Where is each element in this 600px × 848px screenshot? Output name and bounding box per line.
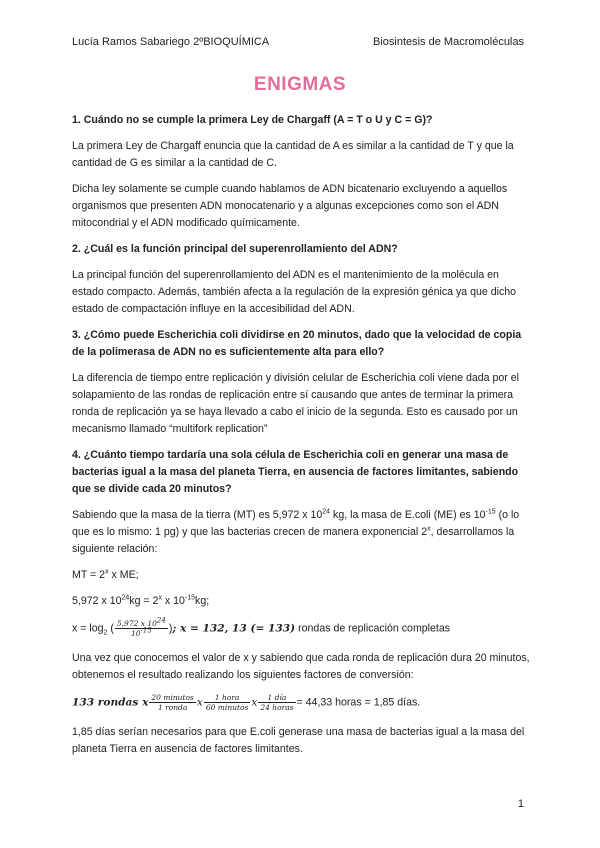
page-title: ENIGMAS: [253, 74, 347, 95]
answer-4-paragraph-3: 1,85 días serían necesarios para que E.coli generase una masa de bacterias igual a la masa del planeta Tierra en ausencia de factores limitantes.: [72, 726, 525, 755]
conversion-factors: 133 rondas x $\frac{\text{20 minutos}}{\text{1 ronda}}$ x $\frac{\text{1 hora}}{\text{60 minutos}}$ x $\frac{\text{1 día}}{\text{24 horas}}$ = 44,33 horas = 1,85 días.: [72, 693, 421, 712]
fraction-days-per-hours: $\frac{\text{1 día}}{\text{24 horas}}$: [260, 693, 294, 712]
page-number: 1: [517, 798, 524, 810]
header-author: Lucía Ramos Sabariego 2ºBIOQUÍMICA: [72, 36, 270, 48]
document-body: [72, 112, 532, 767]
question-1: 1. Cuándo no se cumple la primera Ley de Chargaff (A = T o U y C = G)?: [72, 114, 433, 126]
answer-4-paragraph-1: Sabiendo que la masa de la tierra (MT) es 5,972 x $10^{24}$ kg, la masa de E.coli (ME) es $10^{-15}$ (o lo que es lo mismo: 1 pg) y que las bacterias crecen de manera exponencial 2$^x$, desarrollamos la siguiente relación:: [72, 508, 520, 555]
question-2: 2. ¿Cuál es la función principal del superenrollamiento del ADN?: [72, 243, 398, 255]
equation-log: $x = \log_2$ ( $\frac{5,972 x 10^{24}}{10^{-15}}$ ); x = 132, 13 (= 133) rondas de replicación completas: [72, 616, 451, 638]
answer-4-paragraph-2: Una vez que conocemos el valor de x y sabiendo que cada ronda de replicación dura 20 minutos, obtenemos el resultado realizando los siguientes factores de conversión:: [72, 652, 530, 681]
fraction-hours-per-minutes: $\frac{\text{1 hora}}{\text{60 minutos}}$: [205, 693, 249, 712]
answer-1-paragraph-2: Dicha ley solamente se cumple cuando hablamos de ADN bicatenario excluyendo a aquellos organismos que presenten ADN monocatenario y a algunas excepciones como son el ADN mitocondrial y el ADN modificado químicamente.: [72, 183, 508, 229]
fraction-minutes-per-round: $\frac{\text{20 minutos}}{\text{1 ronda}}$: [151, 693, 194, 712]
equation-mass-values: 5,972 x $10^{24}kg = 2^x$ x $10^{-15}kg$;: [72, 594, 210, 607]
answer-3-paragraph-1: La diferencia de tiempo entre replicación y división celular de Escherichia coli viene dada por el solapamiento de las rondas de replicación entre sí causando que antes de terminar la primera ronda de replicación ya se haya llevado a cabo el inicio de la segunda. Esto es causado por un mecanismo llamado “multifork replication”: [72, 372, 519, 435]
header-subject: Biosintesis de Macromoléculas: [372, 36, 524, 48]
answer-2-paragraph-1: La principal función del superenrollamiento del ADN es el mantenimiento de la molécula en estado compacto. Además, también afecta a la regulación de la expresión génica ya que dicho estado de compactación influye en la accesibilidad del ADN.: [72, 269, 517, 315]
answer-1-paragraph-1: La primera Ley de Chargaff enuncia que la cantidad de A es similar a la cantidad de T y que la cantidad de G es similar a la cantidad de C.: [72, 140, 514, 169]
question-4: 4. ¿Cuánto tiempo tardaría una sola célula de Escherichia coli en generar una masa de bacterias igual a la masa del planeta Tierra, en ausencia de factores limitantes, sabiendo que se divide cada 20 minutos?: [72, 449, 519, 495]
log-fraction: $\frac{5,972 x 10^{24}}{10^{-15}}$: [116, 616, 166, 638]
question-3: 3. ¿Cómo puede Escherichia coli dividirse en 20 minutos, dado que la velocidad de copia de la polimerasa de ADN no es suficientemente alta para ello?: [72, 329, 522, 358]
equation-mt: MT = $2^x$ x ME;: [72, 568, 139, 581]
